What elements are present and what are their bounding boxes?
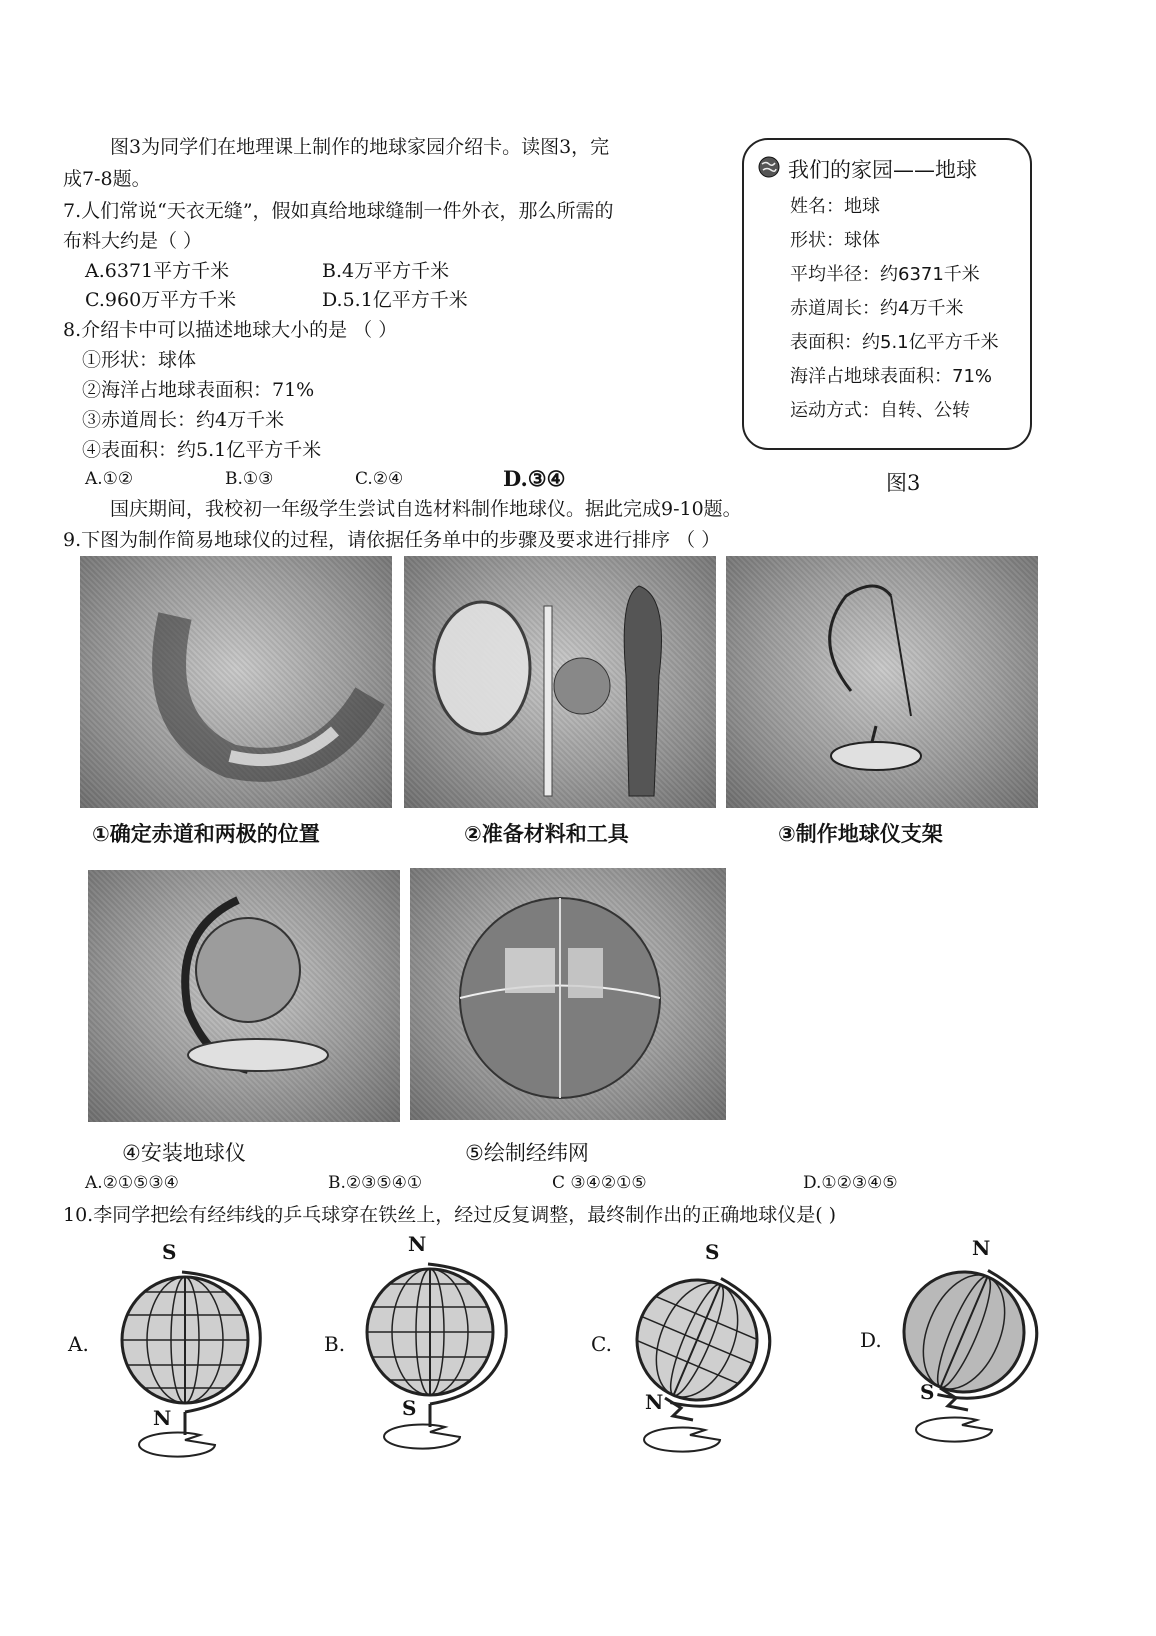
option-letter: A.	[68, 1332, 89, 1356]
card-row-motion: 运动方式：自转、公转	[790, 400, 970, 421]
caption-2: ②准备材料和工具	[464, 822, 629, 846]
earth-intro-card	[742, 138, 1032, 450]
card-row-area: 表面积：约5.1亿平方千米	[790, 332, 999, 353]
pole-label-bottom: N	[645, 1390, 664, 1414]
q8-item-4: ④表面积：约5.1亿平方千米	[82, 439, 322, 461]
q9-option-b: B.②③⑤④①	[328, 1173, 423, 1193]
q7-stem-1: 7.人们常说“天衣无缝”，假如真给地球缝制一件外衣，那么所需的	[63, 200, 614, 222]
q8-item-3: ③赤道周长：约4万千米	[82, 409, 285, 431]
globe-option-b	[318, 1232, 538, 1452]
q7-option-c: C.960万平方千米	[85, 289, 237, 311]
option-letter: D.	[860, 1328, 882, 1352]
pole-label-top: N	[972, 1236, 991, 1260]
q9-stem: 9.下图为制作简易地球仪的过程，请依据任务单中的步骤及要求进行排序 （ ）	[63, 529, 721, 551]
globe-option-c	[585, 1240, 805, 1460]
q7-stem-2: 布料大约是（ ）	[63, 230, 203, 252]
photo-globe-stand	[726, 556, 1038, 808]
photo-equator-poles	[80, 556, 392, 808]
pole-label-bottom: S	[402, 1396, 417, 1420]
caption-3: ③制作地球仪支架	[778, 822, 943, 846]
card-row-name: 姓名：地球	[790, 196, 880, 217]
figure-label: 图3	[886, 471, 921, 495]
card-title: 我们的家园——地球	[788, 158, 977, 182]
globe-option-a	[60, 1240, 280, 1460]
q10-stem: 10.李同学把绘有经纬线的乒乓球穿在铁丝上，经过反复调整，最终制作出的正确地球仪是( )	[63, 1204, 837, 1226]
globe-drawing	[585, 1240, 805, 1460]
q8-item-2: ②海洋占地球表面积：71%	[82, 379, 315, 401]
option-letter: C.	[591, 1332, 612, 1356]
card-row-shape: 形状：球体	[790, 230, 880, 251]
globe-drawing	[60, 1240, 280, 1460]
card-row-circumference: 赤道周长：约4万千米	[790, 298, 964, 319]
pole-label-bottom: N	[153, 1406, 172, 1430]
globe-drawing	[852, 1236, 1072, 1456]
pole-label-top: S	[162, 1240, 177, 1264]
caption-4: ④安装地球仪	[122, 1141, 246, 1165]
caption-1: ①确定赤道和两极的位置	[92, 822, 320, 846]
intro-line-2: 成7-8题。	[63, 168, 151, 190]
intro-9-10: 国庆期间，我校初一年级学生尝试自选材料制作地球仪。据此完成9-10题。	[110, 498, 742, 520]
q9-option-c: C ③④②①⑤	[552, 1173, 647, 1193]
q9-option-d: D.①②③④⑤	[803, 1173, 898, 1193]
caption-5: ⑤绘制经纬网	[465, 1141, 589, 1165]
q8-option-d: D.③④	[503, 466, 566, 491]
q8-option-b: B.①③	[225, 469, 274, 489]
option-letter: B.	[324, 1332, 346, 1356]
pole-label-top: N	[408, 1232, 427, 1256]
pole-label-top: S	[705, 1240, 720, 1264]
q7-option-d: D.5.1亿平方千米	[322, 289, 468, 311]
q7-option-a: A.6371平方千米	[85, 260, 230, 282]
pole-label-bottom: S	[920, 1380, 935, 1404]
photo-install-globe	[88, 870, 400, 1122]
globe-drawing	[318, 1232, 538, 1452]
card-row-radius: 平均半径：约6371千米	[790, 264, 980, 285]
q8-item-1: ①形状：球体	[82, 349, 197, 371]
q8-stem: 8.介绍卡中可以描述地球大小的是 （ ）	[63, 319, 398, 341]
card-row-ocean: 海洋占地球表面积：71%	[790, 366, 993, 387]
photo-draw-grid	[410, 868, 726, 1120]
q7-option-b: B.4万平方千米	[322, 260, 450, 282]
q8-option-a: A.①②	[85, 469, 134, 489]
globe-option-d	[852, 1236, 1072, 1456]
q9-option-a: A.②①⑤③④	[85, 1173, 179, 1193]
globe-icon	[758, 156, 780, 182]
intro-line-1: 图3为同学们在地理课上制作的地球家园介绍卡。读图3，完	[110, 136, 610, 158]
photo-materials-tools	[404, 556, 716, 808]
q8-option-c: C.②④	[355, 469, 404, 489]
